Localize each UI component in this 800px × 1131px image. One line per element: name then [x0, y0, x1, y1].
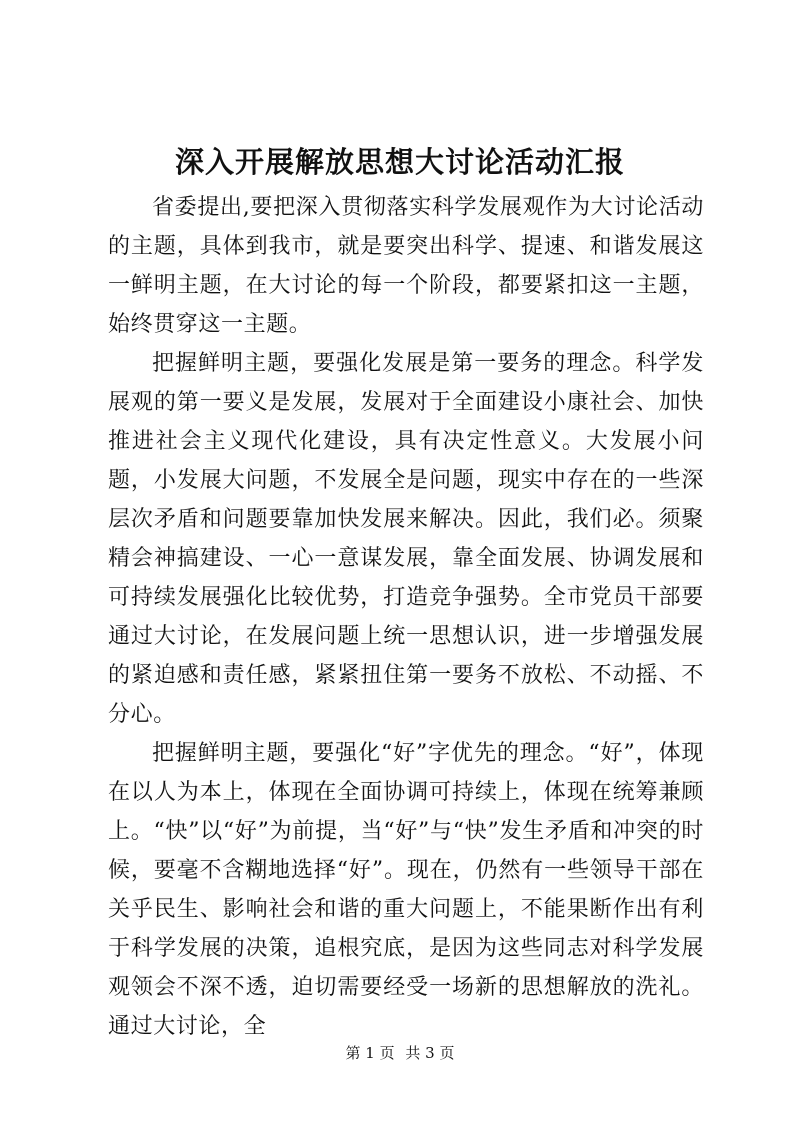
paragraph-1: 省委提出,要把深入贯彻落实科学发展观作为大讨论活动的主题，具体到我市，就是要突出科学、提速、和谐发展这一鲜明主题，在大讨论的每一个阶段，都要紧扣这一主题，始终贯穿这一主题。: [108, 195, 704, 337]
paragraph-2: 把握鲜明主题，要强化发展是第一要务的理念。科学发展观的第一要义是发展，发展对于全面建设小康社会、加快推进社会主义现代化建设，具有决定性意义。大发展小问题，小发展大问题，不发展全是问题，现实中存在的一些深层次矛盾和问题要靠加快发展来解决。因此，我们必。须聚精会神搞建设、一心一意谋发展，靠全面发展、协调发展和可持续发展强化比较优势，打造竞争强势。全市党员干部要通过大讨论，在发展问题上统一思想认识，进一步增强发展的紧迫感和责任感，紧紧扭住第一要务不放松、不动摇、不分心。: [108, 351, 704, 727]
paragraph-3: 把握鲜明主题，要强化“好”字优先的理念。“好”，体现在以人为本上，体现在全面协调可持续上，体现在统筹兼顾上。“快”以“好”为前提，当“好”与“快”发生矛盾和冲突的时候，要毫不含糊地选择“好”。现在，仍然有一些领导干部在关乎民生、影响社会和谐的重大问题上，不能果断作出有利于科学发展的决策，追根究底，是因为这些同志对科学发展观领会不深不透，迫切需要经受一场新的思想解放的洗礼。通过大讨论，全: [108, 741, 704, 1039]
document-title: 深入开展解放思想大讨论活动汇报: [174, 145, 625, 179]
page-footer: [0, 1043, 800, 1063]
page-total: 共 3 页: [405, 1044, 455, 1062]
page-number: 第 1 页: [345, 1044, 395, 1062]
document-body: [108, 188, 704, 1046]
